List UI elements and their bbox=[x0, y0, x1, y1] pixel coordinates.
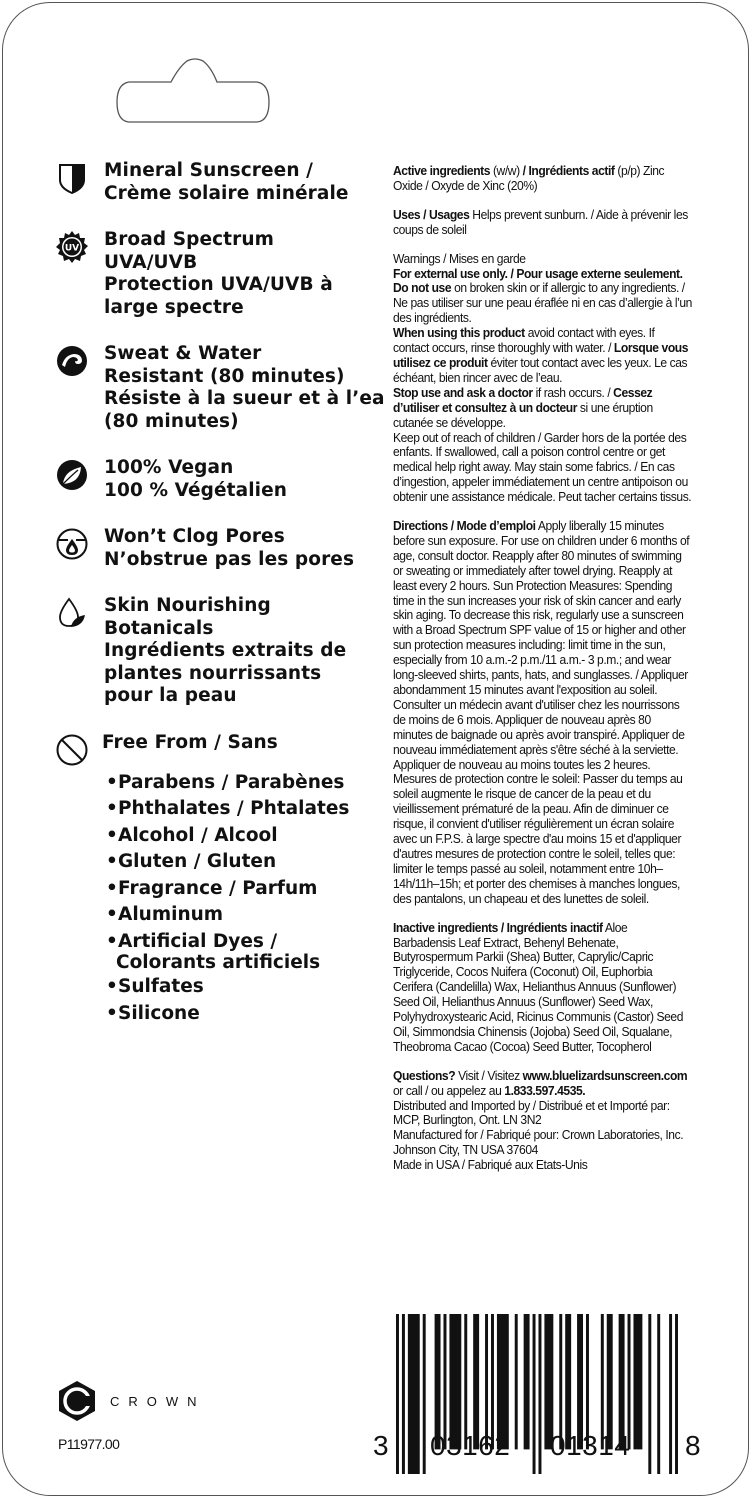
free-from-item bbox=[106, 849, 376, 876]
feature-line: Broad Spectrum bbox=[104, 229, 274, 250]
feature-line: plantes nourrissants bbox=[104, 662, 322, 684]
feature-line: Resistant (80 minutes) bbox=[104, 365, 345, 387]
bullet: • bbox=[106, 771, 118, 793]
bullet: • bbox=[106, 976, 118, 997]
feature-line: (80 minutes) bbox=[104, 410, 239, 432]
feature-botanicals bbox=[56, 595, 376, 708]
barcode-bar bbox=[648, 1314, 651, 1474]
free-from-item-continuation: Colorants artificiels bbox=[116, 952, 321, 973]
made-in: Made in USA / Fabriqué aux Etats-Unis bbox=[393, 1158, 588, 1173]
phone-number: 1.833.597.4535. bbox=[504, 1083, 586, 1098]
free-from-item-text: Aluminum bbox=[118, 904, 224, 925]
free-from-item bbox=[106, 902, 376, 929]
manufactured-for: Manufactured for / Fabriqué pour: Crown Laboratories, Inc. Johnson City, TN USA 37604 bbox=[393, 1128, 684, 1158]
barcode-group-1: 03162 bbox=[430, 1430, 511, 1461]
barcode-bar bbox=[515, 1314, 518, 1449]
hang-hole-icon bbox=[115, 57, 275, 127]
leaf-icon bbox=[56, 459, 88, 491]
feature-line: Protection UVA/UVB à bbox=[104, 274, 333, 295]
free-from-item-text: Fragrance / Parfum bbox=[118, 877, 318, 899]
drop-leaf-icon bbox=[56, 597, 88, 629]
warnings-do-not-use: Do not use on broken skin or if allergic to any ingredients. / Ne pas utiliser sur une peau éraflée ni en cas d’allergie à l’un des ingrédients. bbox=[393, 281, 692, 326]
wave-icon bbox=[56, 345, 88, 377]
feature-broad-spectrum bbox=[56, 229, 376, 319]
free-from-item-text: Sulfates bbox=[118, 976, 204, 997]
barcode-bar bbox=[423, 1314, 426, 1474]
bullet: • bbox=[106, 904, 118, 925]
free-from-item bbox=[106, 876, 376, 903]
uv-label: UV bbox=[64, 243, 80, 254]
feature-line: large spectre bbox=[104, 296, 244, 318]
feature-mineral bbox=[56, 160, 376, 205]
feature-line: Mineral Sunscreen / bbox=[104, 160, 313, 181]
free-from-item-text: Alcohol / Alcool bbox=[118, 824, 278, 846]
free-from-title: Free From / Sans bbox=[102, 731, 278, 753]
feature-line: Résiste à la sueur et à l’ea bbox=[104, 388, 385, 409]
distributed-by: Distributed and Imported by / Distribué et et Importé par: MCP, Burlington, Ont. LN 3N2 bbox=[393, 1098, 670, 1128]
free-from-item bbox=[106, 770, 376, 797]
barcode-bar bbox=[408, 1314, 420, 1474]
barcode-bar bbox=[633, 1314, 642, 1449]
feature-water-resistant bbox=[56, 343, 385, 433]
feature-line: UVA/UVB bbox=[104, 251, 198, 273]
contact-info bbox=[393, 1069, 693, 1173]
crown-hexagon-logo-icon bbox=[58, 1380, 96, 1422]
drug-facts-panel bbox=[393, 164, 693, 1173]
shield-icon bbox=[56, 162, 88, 194]
feature-vegan bbox=[56, 457, 376, 502]
bullet: • bbox=[106, 930, 118, 952]
barcode-digit-right: 8 bbox=[685, 1430, 701, 1461]
feature-line: Skin Nourishing bbox=[104, 595, 271, 616]
free-from-section bbox=[56, 732, 376, 1028]
free-from-item-text: Gluten / Gluten bbox=[118, 851, 277, 872]
uv-sun-icon bbox=[56, 231, 88, 263]
bullet: • bbox=[106, 824, 118, 846]
uses: Uses / Usages Helps prevent sunburn. / Aide à prévenir les coups de soleil bbox=[393, 207, 688, 237]
feature-line: Won’t Clog Pores bbox=[104, 526, 285, 547]
bullet: • bbox=[106, 877, 118, 899]
free-from-item-text: Artificial Dyes / bbox=[118, 930, 278, 952]
barcode-bar bbox=[657, 1314, 660, 1474]
features-column bbox=[56, 160, 385, 1027]
bullet: • bbox=[106, 1002, 118, 1024]
barcode-group-2: 01314 bbox=[550, 1430, 631, 1461]
pore-drop-icon bbox=[56, 528, 88, 560]
free-from-item-text: Silicone bbox=[118, 1002, 200, 1024]
warnings-keep-out: Keep out of reach of children / Garder hors de la portée des enfants. If swallowed, call a poison control centre or get medical help right away. May stain some fabrics. / En cas d’ingestion, appeler immédiatement un centre antipoison ou obtenir une assistance médicale. Peut tacher certains tissus. bbox=[393, 430, 692, 505]
barcode-bar bbox=[396, 1314, 399, 1474]
free-from-item bbox=[106, 929, 376, 975]
warnings-external: For external use only. / Pour usage externe seulement. bbox=[393, 266, 683, 281]
questions: Questions? Visit / Visitez www.bluelizardsunscreen.com or call / ou appelez au 1.833.597.4535. bbox=[393, 1068, 688, 1098]
barcode-bar bbox=[669, 1314, 672, 1474]
warnings-title: Warnings / Mises en garde bbox=[393, 251, 526, 266]
barcode-bar bbox=[533, 1314, 536, 1474]
free-from-item bbox=[106, 796, 376, 823]
barcode-bar bbox=[402, 1314, 405, 1474]
free-from-item bbox=[106, 1001, 376, 1028]
feature-line: Crème solaire minérale bbox=[104, 182, 349, 204]
crown-logo bbox=[58, 1380, 206, 1422]
barcode-bar bbox=[538, 1314, 541, 1474]
free-from-item bbox=[106, 974, 376, 1001]
feature-line: pour la peau bbox=[104, 685, 237, 706]
free-from-list bbox=[56, 770, 376, 1028]
warnings bbox=[393, 252, 693, 505]
bullet: • bbox=[106, 851, 118, 872]
warnings-when-using: When using this product avoid contact with eyes. If contact occurs, rinse thoroughly with water. / Lorsque vous utilisez ce produit éviter tout contact avec les yeux. Le cas échéant, bien rincer avec de l’eau. bbox=[393, 326, 689, 385]
bullet: • bbox=[106, 798, 118, 819]
active-ingredients: Active ingredients (w/w) / Ingrédients actif (p/p) Zinc Oxide / Oxyde de Xinc (20%) bbox=[393, 164, 665, 193]
barcode-digit-left: 3 bbox=[373, 1430, 389, 1461]
product-code: P11977.00 bbox=[58, 1436, 120, 1452]
warnings-stop-use: Stop use and ask a doctor if rash occurs. / Cessez d’utiliser et consultez à un docteur si une éruption cutanée se développe. bbox=[393, 385, 653, 430]
barcode-bar bbox=[524, 1314, 530, 1449]
website-link[interactable]: www.bluelizardsunscreen.com bbox=[522, 1068, 688, 1083]
feature-line: 100 % Végétalien bbox=[104, 479, 288, 501]
inactive-ingredients: Inactive ingredients / Ingrédients inactif Aloe Barbadensis Leaf Extract, Behenyl Behenate, Butyrospermum Parkii (Shea) Butter, Caprylic/Capric Triglyceride, Cocos Nuifera (Coconut) Oil, Euphorbia Cerifera (Candelilla) Wax, Helianthus Annuus (Sunflower) Seed Oil, Helianthus Annuus (Sunflower) Seed Wax, Polyhydroxystearic Acid, Ricinus Communis (Castor) Seed Oil, Simmondsia Chinensis (Jojoba) Seed Oil, Squalane, Theobroma Cacao (Cocoa) Seed Butter, Tocopherol bbox=[393, 920, 684, 1054]
free-from-header bbox=[56, 732, 376, 766]
feature-line: Botanicals bbox=[104, 617, 214, 639]
feature-pores bbox=[56, 526, 376, 571]
barcode-bar bbox=[675, 1314, 678, 1474]
free-from-item-text: Parabens / Parabènes bbox=[118, 771, 345, 793]
feature-line: Sweat & Water bbox=[104, 343, 262, 364]
feature-line: Ingrédients extraits de bbox=[104, 640, 347, 661]
free-from-item bbox=[106, 823, 376, 850]
feature-line: N’obstrue pas les pores bbox=[104, 548, 355, 570]
directions: Directions / Mode d’emploi Apply liberally 15 minutes before sun exposure. For use on children under 6 months of age, consult doctor. Reapply after 80 minutes of swimming or sweating or immediately after towel drying. Reapply at least every 2 hours. Sun Protection Measures: Spending time in the sun increases your risk of skin cancer and early skin aging. To decrease this risk, regularly use a sunscreen with a Broad Spectrum SPF value of 15 or higher and other sun protection measures including: limit time in the sun, especially from 10 a.m.-2 p.m./11 a.m.- 3 p.m.; and wear long-sleeved shirts, pants, hats, and sunglasses. / Appliquer abondamment 15 minutes avant l'exposition au soleil. Consulter un médecin avant d'utiliser chez les nourrissons de moins de 6 mois. Appliquer de nouveau après 80 minutes de baignade ou après avoir transpiré. Appliquer de nouveau immédiatement après s'être séché à la serviette. Appliquer de nouveau au moins toutes les 2 heures. Mesures de protection contre le soleil: Passer du temps au soleil augmente le risque de cancer de la peau et du vieillissement prématuré de la peau. Afin de diminuer ce risque, il convient d'utiliser régulièrement un écran solaire avec un F.P.S. à large spectre d'au moins 15 et d'appliquer d'autres mesures de protection contre le soleil, telles que: limiter le temps passé au soleil, notamment entre 10h–14h/11h–15h; et porter des chemises à manches longues, des pantalons, un chapeau et des lunettes de soleil. bbox=[393, 519, 690, 906]
brand-name: CROWN bbox=[110, 1393, 206, 1409]
prohibited-icon bbox=[56, 734, 88, 766]
feature-line: 100% Vegan bbox=[104, 457, 234, 478]
free-from-item-text: Phthalates / Phtalates bbox=[118, 798, 350, 819]
